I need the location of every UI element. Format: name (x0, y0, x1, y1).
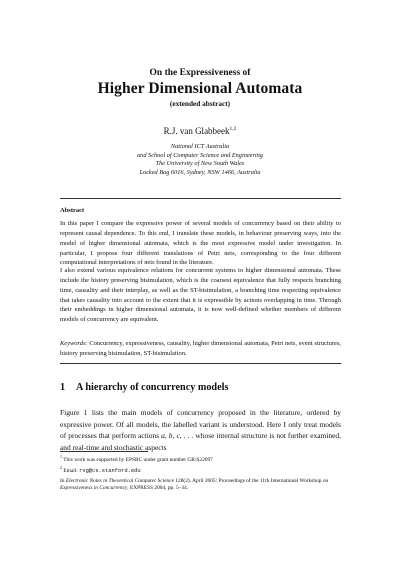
footnote-email-label: Email: (63, 468, 80, 475)
section-number: 1 (60, 382, 66, 393)
affiliation-line: and School of Computer Science and Engineering (137, 151, 263, 159)
publication-end: , EXPRESS 2004, pp. 5–34. (127, 485, 189, 492)
footnote-2 (60, 464, 341, 475)
affiliation-line: National ICT Australia (170, 143, 230, 150)
section-heading (60, 382, 228, 393)
keywords-paragraph (60, 339, 341, 359)
publication-journal: Electronic Notes in Theoretical Computer Science (65, 477, 174, 484)
section-title: A hierarchy of concurrency models (76, 382, 229, 393)
paper-subtitle: (extended abstract) (169, 99, 231, 108)
author-line (0, 126, 400, 136)
abstract-heading: Abstract (60, 207, 85, 214)
footnote-rule (60, 451, 148, 452)
section-body-text (60, 407, 341, 453)
abstract-paragraph-2: I also extend various equivalence relations for concurrent systems to higher dimensional automata. These include the history preserving bisimulation, which is the coarsest equivalence that fully respects branching time, causality and their interplay, as well as the ST-bisimulation, a branching time respecting equivalence that takes causality into account to the extent that it is expressible by actions overlapping in time. Through their embeddings in higher dimensional automata, it is now well-defined whether members of different models of concurrency are equivalent. (60, 267, 341, 324)
footnotes-block (60, 453, 341, 493)
author-footnote-marks: 1,2 (229, 126, 237, 132)
body-text-end: whose internal structure is not further examined, and real-time and stochastic aspects (60, 431, 341, 452)
footnote-mark: 2 (60, 465, 62, 471)
paper-pretitle: On the Expressiveness of (149, 68, 251, 78)
footnote-mark: 1 (60, 454, 62, 459)
footnote-text: This work was supported by EPSRC under grant number GR/S22097 (63, 456, 213, 463)
author-name: R.J. van Glabbeek (163, 126, 230, 136)
affiliation-line: Locked Bag 6016, Sydney, NSW 1466, Australia (139, 168, 261, 176)
publication-details: 128(2), April 2005: Proceedings of the 11th International Workshop on (173, 477, 329, 484)
paper-title: Higher Dimensional Automata (97, 80, 303, 97)
footnote-email: rvg@cs.stanford.edu (79, 468, 141, 475)
abstract-top-rule (60, 198, 341, 199)
footnote-1 (60, 453, 341, 464)
body-text-start: Figure 1 lists the main models of concurrency proposed in the literature, ordered by expressive power. Of all models, the labelled variant is understood. Here I only treat models of processes that perform actions (60, 408, 341, 441)
publication-workshop: Expressiveness in Concurrency (60, 485, 128, 492)
abstract-paragraph-1: In this paper I compare the expressive power of several models of concurrency based on their ability to represent causal dependence. To this end, I translate these models, in behaviour preserving ways, into the model of higher dimensional automata, which is the most expressive model under investigation. In particular, I propose four different translations of Petri nets, corresponding to the four different computational interpretations of nets found in the literature. (60, 220, 341, 267)
abstract-bottom-rule (60, 363, 341, 364)
affiliation-block (0, 143, 400, 177)
keywords-text: Concurrency, expressiveness, causality, higher dimensional automata, Petri nets, event structures, history preserving bisimulation, ST-bisimulation. (60, 340, 341, 357)
affiliation-line: The University of New South Wales (155, 160, 245, 168)
publication-prefix: In (60, 477, 66, 484)
keywords-label: Keywords: (60, 340, 88, 347)
body-text-actions: a, b, c, . . . (161, 431, 194, 441)
publication-note (60, 478, 341, 493)
